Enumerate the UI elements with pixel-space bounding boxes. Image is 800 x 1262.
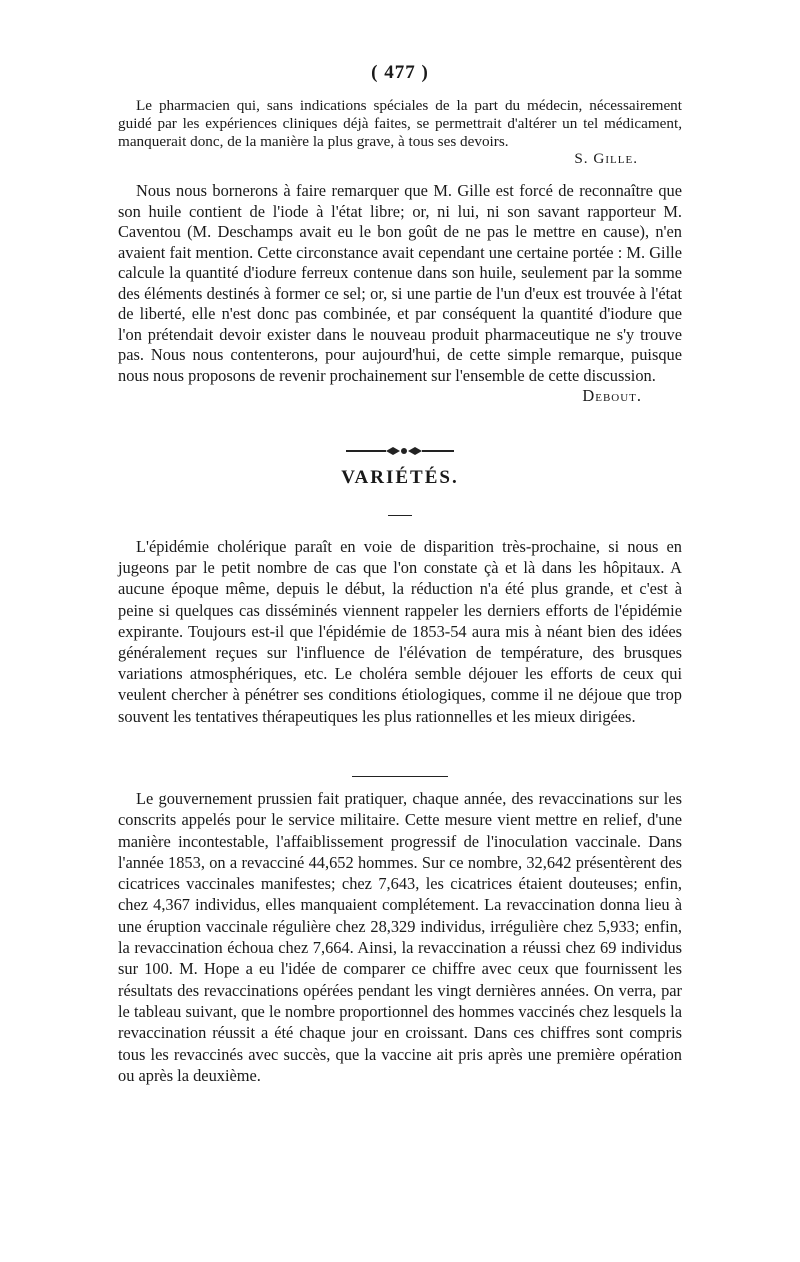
page-number: ( 477 ) xyxy=(371,62,429,83)
quoted-passage xyxy=(118,97,682,168)
response-text: Nous nous bornerons à faire remarquer que M. Gille est forcé de reconnaître que son huile contient de l'iode à l'état libre; or, ni lui, ni son savant rapporteur M. Caventou (M. Deschamps avait eu le bon goût de ne pas le mettre en cause), n'en avaient fait mention. Cette circonstance avait cependant une certaine portée : M. Gille calcule la quantité d'iodure ferreux contenue dans son huile, seulement par la somme des éléments destinés à former ce sel; or, si une partie de l'un d'eux est trouvée à l'état de liberté, elle n'est donc pas combinée, et par conséquent la quantité d'iodure que l'on prétendait devoir exister dans le nouveau produit pharmaceutique ne s'y trouve pas. Nous nous contenterons, pour aujourd'hui, de cette simple remarque, puisque nous nous proposons de revenir prochainement sur l'ensemble de cette discussion. xyxy=(118,181,682,385)
revaccination-paragraph xyxy=(118,788,682,1086)
section-title: VARIÉTÉS. xyxy=(341,467,459,488)
cholera-text: L'épidémie cholérique paraît en voie de disparition très-prochaine, si nous en jugeons par le petit nombre de cas que l'on constate çà et là dans les hôpitaux. A aucune époque même, depuis le début, la réduction n'a été plus grande, et c'est à peine si quelques cas disséminés viennent rappeler les derniers efforts de l'épidémie expirante. Toujours est-il que l'épidémie de 1853-54 aura mis à néant bien des idées généralement reçues sur l'influence de l'élévation de température, des brusques variations atmosphériques, etc. Le choléra semble déjouer les efforts de ceux qui veulent chercher à pénétrer ses conditions étiologiques, comme il ne déjoue que trop souvent les tentatives thérapeutiques les plus rationnelles et les mieux dirigées. xyxy=(118,537,682,726)
editorial-response xyxy=(118,181,682,407)
response-signature: Debout. xyxy=(582,386,642,405)
cholera-paragraph xyxy=(118,536,682,727)
short-dash-divider xyxy=(388,515,412,516)
section-divider xyxy=(352,776,448,777)
quote-text: Le pharmacien qui, sans indications spéciales de la part du médecin, nécessairement guidé par les expériences cliniques déjà faites, se permettrait d'altérer un tel médicament, manquerait donc, de la manière la plus grave, à tous ses devoirs. xyxy=(118,97,682,150)
ornamental-rule-icon xyxy=(346,446,454,456)
revaccination-text: Le gouvernement prussien fait pratiquer, chaque année, des revaccinations sur les conscrits appelés pour le service militaire. Cette mesure vient mettre en relief, d'une manière incontestable, l'affaiblissement progressif de l'inoculation vaccinale. Dans l'année 1853, on a revacciné 44,652 hommes. Sur ce nombre, 32,642 présentèrent des cicatrices vaccinales manifestes; chez 7,643, les cicatrices étaient douteuses; enfin, chez 4,367 individus, elles manquaient complétement. La revaccination donna lieu à une éruption vaccinale régulière chez 28,329 individus, irrégulière chez 5,933; enfin, la revaccination échoua chez 7,664. Ainsi, la revaccination a réussi chez 69 individus sur 100. M. Hope a eu l'idée de comparer ce chiffre avec ceux que fournissent les résultats des revaccinations opérées pendant les vingt dernières années. On verra, par le tableau suivant, que le nombre proportionnel des hommes vaccinés chez lesquels la revaccination réussit a été chaque jour en croissant. Dans ces chiffres sont compris tous les revaccinés avec succès, que la vaccine ait pris après une première opération ou après la deuxième. xyxy=(118,789,682,1085)
quote-signature: S. Gille. xyxy=(574,150,638,168)
